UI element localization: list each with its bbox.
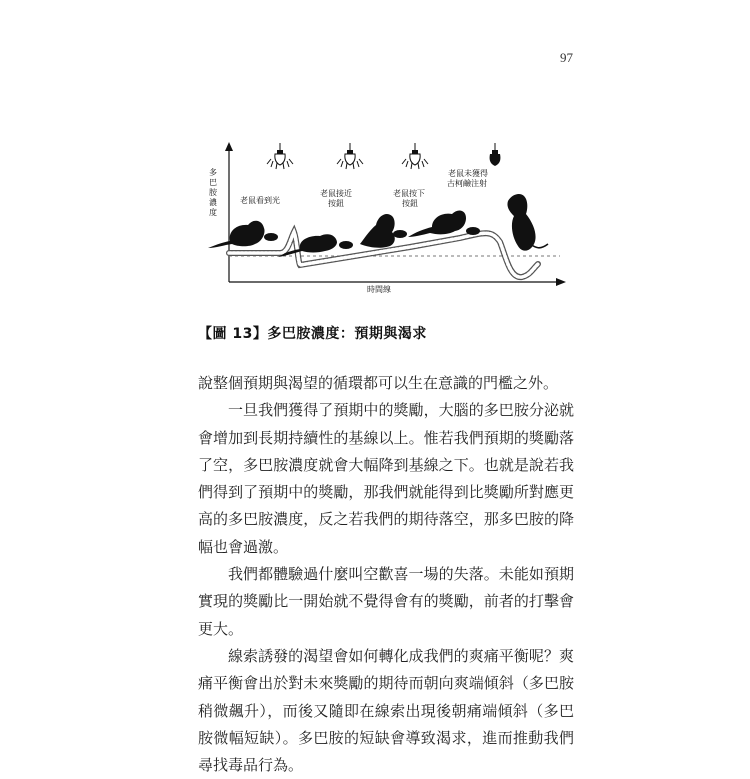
rat-icon (360, 214, 407, 248)
dopamine-figure (200, 132, 570, 302)
dark-bulb-icon (490, 143, 501, 166)
y-axis-label: 多巴胺濃度 (209, 168, 217, 217)
paragraph: 線索誘發的渴望會如何轉化成我們的爽痛平衡呢？爽痛平衡會出於對未來獎勵的期待而朝向爽端傾斜（多巴胺稍微飆升），而後又隨即在線索出現後朝痛端傾斜（多巴胺微幅短缺）。多巴胺的短缺會導致渴求，進而推動我們尋找毒品行為。 (198, 646, 574, 775)
light-bulb-icon (267, 143, 293, 169)
rat-icon (507, 194, 548, 251)
stage-label: 老鼠看到光 (240, 196, 280, 205)
light-bulb-icon (402, 143, 428, 169)
stage-label: 老鼠未獲得古柯鹼注射 (447, 169, 488, 188)
figure-svg (200, 132, 570, 302)
rat-icon (408, 211, 480, 237)
y-axis (225, 142, 233, 282)
paragraph: 我們都體驗過什麼叫空歡喜一場的失落。未能如預期實現的獎勵比一開始就不覺得會有的獎勵，前者的打擊會更大。 (198, 565, 574, 638)
rat-icon (208, 221, 278, 248)
body-text (198, 370, 574, 779)
x-axis (229, 278, 566, 286)
stage-label: 老鼠按下按鈕 (393, 189, 425, 208)
paragraph: 說整個預期與渴望的循環都可以生在意識的門檻之外。 (198, 374, 559, 392)
page-number: 97 (560, 50, 573, 65)
light-bulb-icon (337, 143, 363, 169)
paragraph: 一旦我們獲得了預期中的獎勵，大腦的多巴胺分泌就會增加到長期持續性的基線以上。惟若我們預期的獎勵落了空，多巴胺濃度就會大幅降到基線之下。也就是說若我們得到了預期中的獎勵，那我們就能得到比獎勵所對應更高的多巴胺濃度，反之若我們的期待落空，那多巴胺的降幅也會過激。 (198, 401, 574, 556)
stage-label: 老鼠接近按鈕 (320, 189, 352, 208)
x-axis-label: 時間線 (367, 285, 391, 294)
figure-caption: 【圖 13】多巴胺濃度：預期與渴求 (198, 326, 427, 342)
